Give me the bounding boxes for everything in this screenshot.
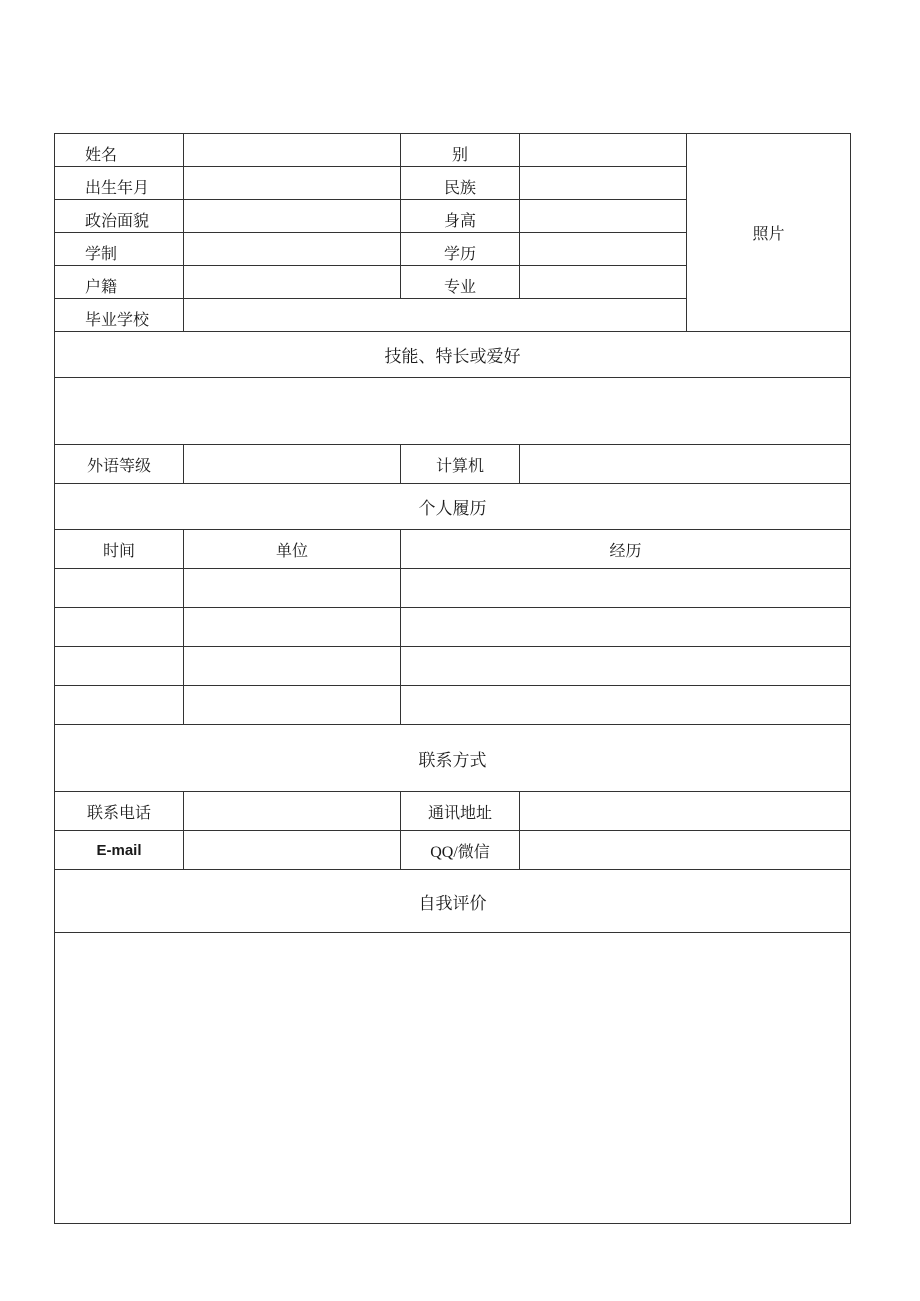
address-label: 通讯地址 [401,792,520,831]
history-header-unit: 单位 [184,530,401,569]
history-header-experience: 经历 [401,530,851,569]
major-field[interactable] [520,266,687,299]
history-time-field[interactable] [55,569,184,608]
school-field[interactable] [184,299,687,332]
language-level-field[interactable] [184,445,401,484]
political-status-label: 政治面貌 [55,200,184,233]
gender-label: 别 [401,134,520,167]
schooling-label: 学制 [55,233,184,266]
history-experience-field[interactable] [401,686,851,725]
birth-field[interactable] [184,167,401,200]
computer-field[interactable] [520,445,851,484]
computer-label: 计算机 [401,445,520,484]
ethnicity-field[interactable] [520,167,687,200]
phone-label: 联系电话 [55,792,184,831]
name-label: 姓名 [55,134,184,167]
hukou-label: 户籍 [55,266,184,299]
history-unit-field[interactable] [184,608,401,647]
name-field[interactable] [184,134,401,167]
history-unit-field[interactable] [184,686,401,725]
self-eval-section-title: 自我评价 [55,870,851,933]
qq-wechat-field[interactable] [520,831,851,870]
history-unit-field[interactable] [184,569,401,608]
ethnicity-label: 民族 [401,167,520,200]
major-label: 专业 [401,266,520,299]
skills-field[interactable] [55,378,851,445]
history-row [55,686,851,725]
education-field[interactable] [520,233,687,266]
history-experience-field[interactable] [401,569,851,608]
schooling-field[interactable] [184,233,401,266]
height-label: 身高 [401,200,520,233]
photo-box[interactable]: 照片 [687,134,851,332]
education-label: 学历 [401,233,520,266]
address-field[interactable] [520,792,851,831]
resume-form-table [54,133,851,1224]
language-level-label: 外语等级 [55,445,184,484]
contact-section-title: 联系方式 [55,725,851,792]
history-row [55,608,851,647]
email-label: E-mail [55,831,184,870]
history-header-time: 时间 [55,530,184,569]
height-field[interactable] [520,200,687,233]
history-experience-field[interactable] [401,647,851,686]
gender-field[interactable] [520,134,687,167]
history-row [55,569,851,608]
self-eval-field[interactable] [55,933,851,1224]
hukou-field[interactable] [184,266,401,299]
school-label: 毕业学校 [55,299,184,332]
phone-field[interactable] [184,792,401,831]
history-unit-field[interactable] [184,647,401,686]
history-time-field[interactable] [55,608,184,647]
history-time-field[interactable] [55,647,184,686]
birth-label: 出生年月 [55,167,184,200]
political-status-field[interactable] [184,200,401,233]
skills-section-title: 技能、特长或爱好 [55,332,851,378]
history-section-title: 个人履历 [55,484,851,530]
qq-wechat-label: QQ/微信 [401,831,520,870]
email-field[interactable] [184,831,401,870]
history-row [55,647,851,686]
history-time-field[interactable] [55,686,184,725]
history-experience-field[interactable] [401,608,851,647]
